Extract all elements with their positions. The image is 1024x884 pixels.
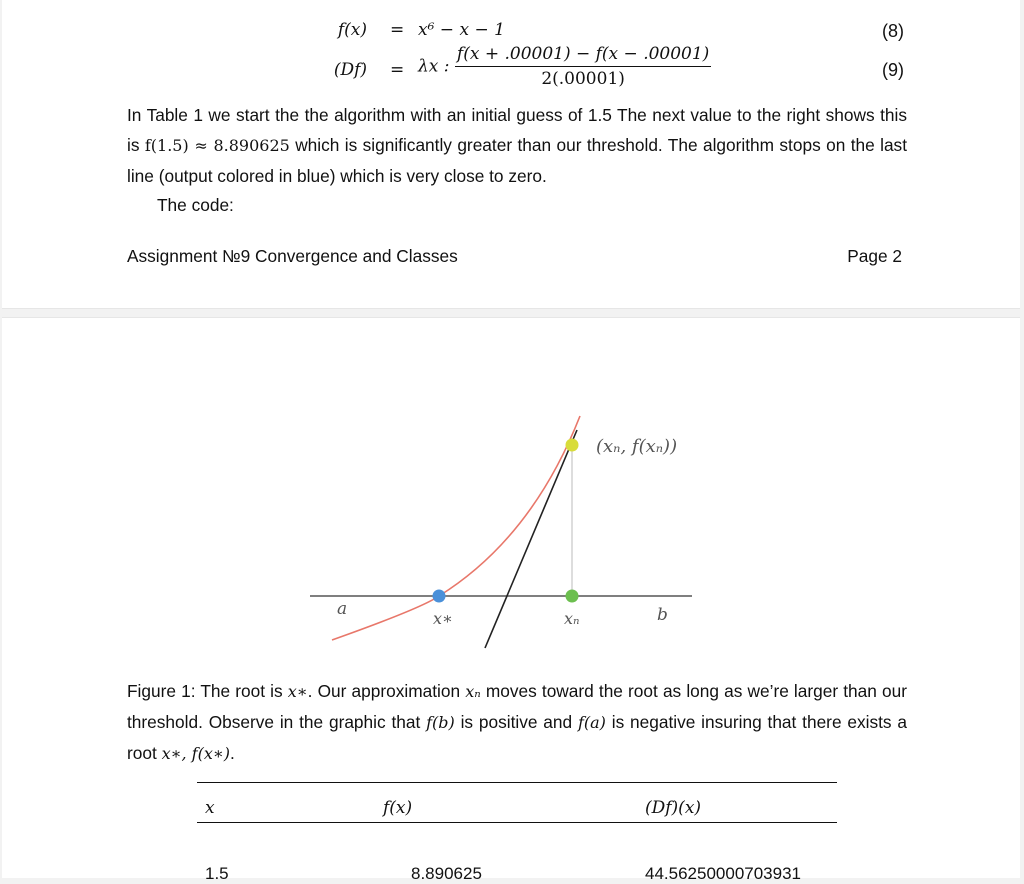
equation-8-rhs: x⁶ − x − 1	[418, 20, 505, 40]
table-top-rule	[197, 782, 837, 783]
xn-point	[566, 590, 579, 603]
equation-9-rhs	[418, 44, 711, 89]
caption-end: .	[229, 743, 235, 763]
caption-mid-2: moves toward the root as long as we’re larger than our threshold. Observe in the graphic that	[127, 681, 907, 732]
equation-9-lambda: λx :	[418, 56, 450, 77]
equation-8-number: (8)	[882, 21, 904, 41]
paragraph-text-2: which is significantly greater than our threshold. The algorithm stops on the last line (output colored in blue) which is very close to zero.	[127, 135, 907, 186]
caption-mid-4: is negative insuring that there exists a root	[127, 712, 907, 763]
code-intro	[157, 190, 557, 220]
equation-9-denominator: 2(.00001)	[541, 69, 625, 89]
caption-fb: f(b)	[426, 713, 455, 732]
table-header-fx: f(x)	[383, 798, 413, 818]
label-b: b	[657, 605, 668, 625]
equation-8-equals: =	[390, 20, 405, 40]
caption-fa: f(a)	[577, 713, 606, 732]
table-header-dfx: (Df)(x)	[645, 798, 702, 818]
page-2	[2, 317, 1020, 883]
caption-prefix: Figure 1: The root is	[127, 681, 288, 701]
label-xn: xₙ	[564, 609, 580, 628]
label-root: x∗	[433, 609, 453, 628]
body-paragraph	[127, 100, 907, 191]
table-header-x: x	[205, 798, 215, 818]
equation-9-equals: =	[390, 60, 405, 80]
caption-root-2: x∗, f(x∗)	[161, 744, 230, 763]
equation-9-lhs: (Df)	[333, 60, 367, 80]
table-header-rule	[197, 822, 837, 823]
equation-9-fraction	[455, 44, 711, 89]
label-a: a	[337, 599, 348, 619]
tangent-point	[566, 439, 579, 452]
page-1	[2, 0, 1020, 309]
caption-mid-3: is positive and	[454, 712, 578, 732]
figure-1-caption	[127, 676, 907, 769]
equation-9-numerator: f(x + .00001) − f(x − .00001)	[455, 44, 711, 67]
equation-8-lhs: f(x)	[337, 20, 367, 40]
table-cell-fx: 8.890625	[411, 864, 482, 883]
footer-assignment-title: Assignment №9 Convergence and Classes	[127, 246, 458, 266]
caption-mid-1: . Our approximation	[307, 681, 466, 701]
caption-root: x∗	[287, 682, 308, 701]
footer-page-number: Page 2	[847, 246, 902, 266]
equation-9	[2, 44, 1020, 96]
table-cell-x: 1.5	[205, 864, 229, 883]
root-point	[433, 590, 446, 603]
caption-xn: xₙ	[465, 682, 481, 701]
paragraph-math: f(1.5) ≈ 8.890625	[144, 136, 290, 155]
equation-9-number: (9)	[882, 60, 904, 80]
function-curve	[332, 416, 580, 640]
paragraph-text-1: In Table 1 we start the the algorithm with an initial guess of 1.5 The next value to the right shows this is	[127, 105, 907, 155]
point-label: (xₙ, f(xₙ))	[596, 436, 678, 457]
code-intro-text: The code:	[157, 195, 234, 215]
table-cell-dfx: 44.56250000703931	[645, 864, 801, 883]
figure-1-graphic	[302, 408, 722, 658]
